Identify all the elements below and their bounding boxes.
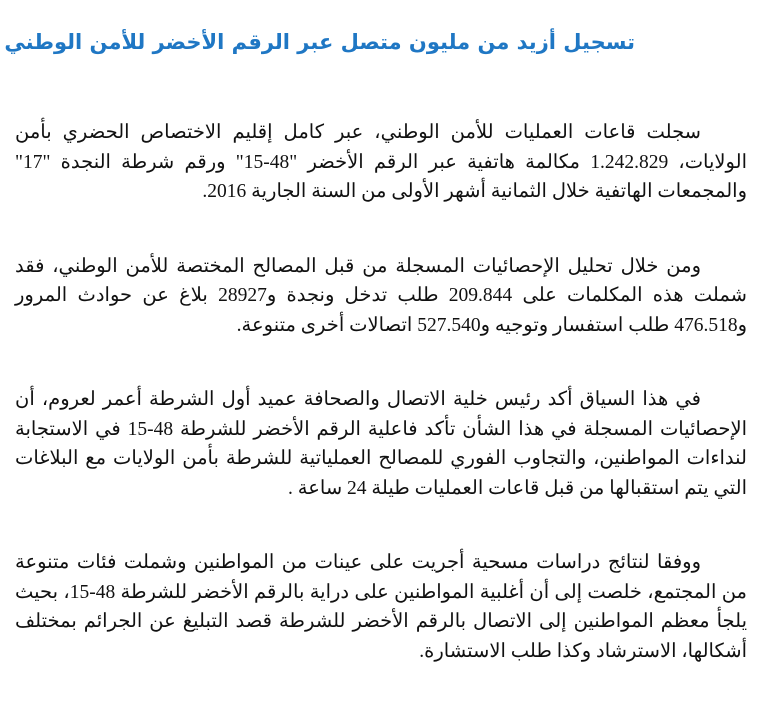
paragraph-text: ووفقا لنتائج دراسات مسحية أجريت على عينات من المواطنين وشملت فئات متنوعة من المجتمع، خلصت إلى أن أغلبية المواطنين على دراية بالرقم الأخضر للشرطة 48-15، بحيث يلجأ معظم المواطنين إلى الاتصال بالرقم الأخضر للشرطة قصد التبليغ عن الجرائم بمختلف أشكالها، الاسترشاد وكذا طلب الاستشارة. <box>15 552 747 662</box>
paragraph <box>15 118 747 207</box>
paragraph <box>15 548 747 666</box>
article-title: تسجيل أزيد من مليون متصل عبر الرقم الأخضر للأمن الوطني <box>4 30 635 54</box>
paragraph-text: ومن خلال تحليل الإحصائيات المسجلة من قبل المصالح المختصة للأمن الوطني، فقد شملت هذه المكلمات على 209.844 طلب تدخل ونجدة و28927 بلاغ عن حوادث المرور و476.518 طلب استفسار وتوجيه و527.540 اتصالات أخرى متنوعة. <box>15 255 747 336</box>
article-body <box>15 118 747 711</box>
paragraph <box>15 252 747 341</box>
paragraph <box>15 385 747 503</box>
paragraph-text: سجلت قاعات العمليات للأمن الوطني، عبر كامل إقليم الاختصاص الحضري بأمن الولايات، 1.242.829 مكالمة هاتفية عبر الرقم الأخضر "48-15" ورقم شرطة النجدة "17" والمجمعات الهاتفية خلال الثمانية أشهر الأولى من السنة الجارية 2016. <box>15 122 747 202</box>
paragraph-text: في هذا السياق أكد رئيس خلية الاتصال والصحافة عميد أول الشرطة أعمر لعروم، أن الإحصائيات المسجلة في هذا الشأن تأكد فاعلية الرقم الأخضر للشرطة 48-15 في الاستجابة لنداءات المواطنين، والتجاوب الفوري للمصالح العملياتية للشرطة بأمن الولايات مع البلاغات التي يتم استقبالها من قبل قاعات العمليات طيلة 24 ساعة . <box>15 389 747 499</box>
